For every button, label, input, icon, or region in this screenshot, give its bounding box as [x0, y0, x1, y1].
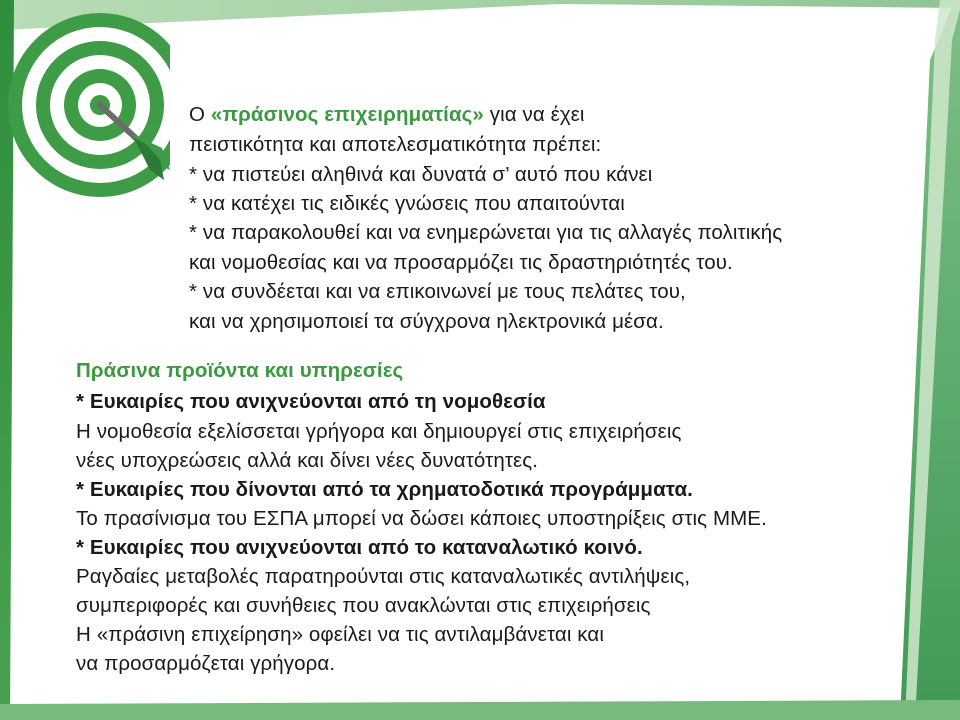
intro-suffix: για να έχει — [483, 103, 585, 126]
paragraph-line: Η νομοθεσία εξελίσσεται γρήγορα και δημιουργεί στις επιχειρήσεις — [76, 420, 682, 443]
intro-bullet: * να παρακολουθεί και να ενημερώνεται για τις αλλαγές πολιτικής — [189, 221, 783, 244]
intro-line: και νομοθεσίας και να προσαρμόζει τις δραστηριότητές του. — [189, 251, 733, 274]
intro-line: και να χρησιμοποιεί τα σύγχρονα ηλεκτρονικά μέσα. — [189, 310, 664, 333]
subheading-consumers: * Ευκαιρίες που ανιχνεύονται από το καταναλωτικό κοινό. — [76, 536, 643, 559]
paragraph-line: Η «πράσινη επιχείρηση» οφείλει να τις αντιλαμβάνεται και — [76, 623, 604, 646]
intro-bullet: * να συνδέεται και να επικοινωνεί με τους πελάτες του, — [189, 280, 686, 303]
intro-prefix: Ο — [189, 103, 211, 126]
green-entrepreneur-term: «πράσινος επιχειρηματίας» — [210, 103, 484, 126]
paragraph-line: Το πρασίνισμα του ΕΣΠΑ μπορεί να δώσει κάποιες υποστηρίξεις στις ΜΜΕ. — [76, 507, 767, 530]
intro-line: πειστικότητα και αποτελεσματικότητα πρέπει: — [189, 133, 602, 156]
subheading-funding: * Ευκαιρίες που δίνονται από τα χρηματοδοτικά προγράμματα. — [76, 478, 693, 501]
paragraph-line: νέες υποχρεώσεις αλλά και δίνει νέες δυνατότητες. — [76, 449, 539, 472]
section-heading: Πράσινα προϊόντα και υπηρεσίες — [76, 359, 404, 382]
paragraph-line: να προσαρμόζεται γρήγορα. — [76, 652, 336, 675]
paragraph-line: συμπεριφορές και συνήθειες που ανακλώνται στις επιχειρήσεις — [76, 594, 651, 617]
intro-bullet: * να κατέχει τις ειδικές γνώσεις που απαιτούνται — [189, 192, 625, 215]
paragraph-line: Ραγδαίες μεταβολές παρατηρούνται στις καταναλωτικές αντιλήψεις, — [76, 565, 691, 588]
intro-title-line — [189, 101, 585, 129]
intro-bullet: * να πιστεύει αληθινά και δυνατά σ’ αυτό που κάνει — [189, 163, 653, 186]
subheading-legislation: * Ευκαιρίες που ανιχνεύονται από τη νομοθεσία — [76, 390, 546, 413]
